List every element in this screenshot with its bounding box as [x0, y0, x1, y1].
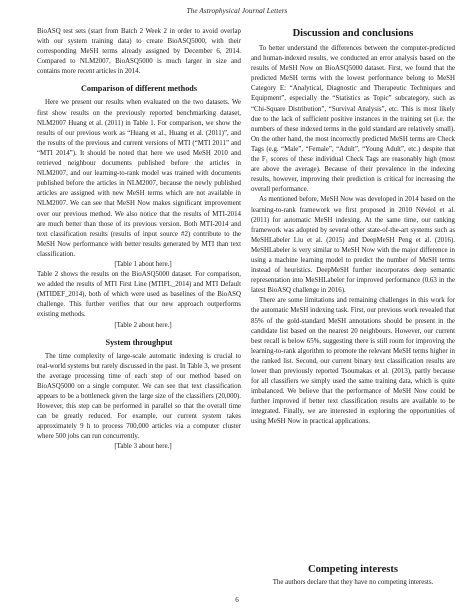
table3-placeholder: [Table 3 about here.] — [114, 443, 172, 451]
intro-paragraph: BioASQ test sets (start from Batch 2 Week 2 in order to avoid overlap with our system training data) to create BioASQ5000, with their corresponding MeSH terms already assigned by December 6, 2014. Compared to NLM2007, BioASQ5000 is much larger in size and contains more recent articles in 2014. — [37, 28, 241, 76]
comparison-heading: Comparison of different methods — [80, 84, 198, 94]
discussion-paragraph-1: To better understand the differences between the computer-predicted and human-indexed results, we conducted an error analysis based on the results of MeSH Now on BioASQ5000 dataset. First, we found that the predicted MeSH terms with the lowest performance belong to MeSH Category E: “Analytical, Diagnostic and Therapeutic Techniques and Equipment”, especially the “Statistics as Topic” subcategory, such as “Chi-Square Distribution”, “Survival Analysis”, etc. This is most likely due to the lack of sufficient positive instances in the training set (i.e. the numbers of these indexed terms in the gold standard are relatively small). On the other hand, the most incorrectly predicted MeSH terms are Check Tags (e.g. “Male”, “Female”, “Adult”, “Young Adult”, etc.) despite that the F₁ scores of these individual Check Tags are reasonably high (most are above the average). Because of their prevalence in the indexing results, however, improving their prediction is critical for increasing the overall performance. — [251, 45, 455, 194]
table2-placeholder: [Table 2 about here.] — [114, 321, 172, 329]
comparison-paragraph-1: Here we present our results when evaluated on the two datasets. We first show results on the previously reported benchmarking dataset, NLM2007 Huang et al. (2011) in Table 1. For comparison, we show the results of our previous work as “Huang et al., Huang et al. (2011)”, and the results of the previous and current versions of MTI (“MTI 2011” and “MTI 2014”). It should be noted that here we used MeSH 2010 and retrieved neighbour documents published before the articles in NLM2007, and our learning-to-rank model was trained with documents published before the articles in NLM2007, because the newly published articles are assigned with new MeSH terms which are not available in NLM2007. We can see that MeSH Now makes significant improvement over our previous method. We also notice that the results of MTI-2014 are much better than those of its previous version. Both MTI-2014 and text classification results (results of input source #2) contribute to the MeSH Now performance with better results generated by MTI than text classification. — [37, 99, 241, 258]
page-number: 6 — [235, 596, 239, 604]
table1-placeholder: [Table 1 about here.] — [114, 260, 172, 268]
right-column — [251, 44, 455, 428]
discussion-paragraph-2: As mentioned before, MeSH Now was developed in 2014 based on the learning-to-rank framework we first proposed in 2010 Névéol et al. (2011) for automatic MeSH indexing. At the same time, our ranking framework was adopted by several other state-of-the-art systems such as MeSHLabeler Liu et al. (2015) and DeepMeSH Peng et al. (2016). MeSHLabeler is very similar to MeSH Now with the major difference in using a machine learning model to predict the number of MeSH terms instead of heuristics. DeepMeSH further incorporates deep semantic representation into MeSHLabeler for improved performance (0.63 in the latest BioASQ challenge in 2016). — [251, 196, 455, 295]
comparison-paragraph-2: Table 2 shows the results on the BioASQ5000 dataset. For comparison, we added the results of MTI First Line (MTIFL_2014) and MTI Default (MTIDEF_2014), both of which were used as baselines of the BioASQ challenge. This further verifies that our new approach outperforms existing methods. — [37, 271, 241, 319]
competing-interests-text: The authors declare that they have no competing interests. — [272, 579, 434, 586]
discussion-paragraph-3: There are some limitations and remaining challenges in this work for the automatic MeSH indexing task. First, our previous work revealed that 85% of the gold-standard MeSH annotations should be present in the candidate list based on the nearest 20 neighbours. However, our current best recall is below 65%, suggesting there is still room for improving the learning-to-rank algorithm to promote the relevant MeSH terms higher in the ranked list. Second, our current binary text classification results are lower than previously reported Tsoumakas et al. (2013), partly because for all classifiers we simply used the same training data, which is quite imbalanced. We believe that the performance of MeSH Now could be further improved if better text classification results are available to be integrated. Finally, we are interested in exploring the opportunities of using MeSH Now in practical applications. — [251, 297, 455, 426]
left-column — [37, 27, 241, 453]
discussion-heading: Discussion and conclusions — [292, 28, 414, 39]
running-header: The Astrophysical Journal Letters — [186, 7, 288, 15]
throughput-heading: System throughput — [105, 337, 173, 347]
throughput-paragraph: The time complexity of large-scale automatic indexing is crucial to real-world systems but rarely discussed in the past. In Table 3, we present the average processing time of each step of our method based on BioASQ5000 on a single computer. We can see that text classification appears to be a bottleneck given the large size of the classifiers (20,000). However, this step can be performed in parallel so that the overall time can be greatly reduced. For example, our current system takes approximately 9 h to process 700,000 articles via a computer cluster where 500 jobs can run concurrently. — [37, 352, 241, 441]
competing-interests-heading: Competing interests — [308, 564, 398, 575]
